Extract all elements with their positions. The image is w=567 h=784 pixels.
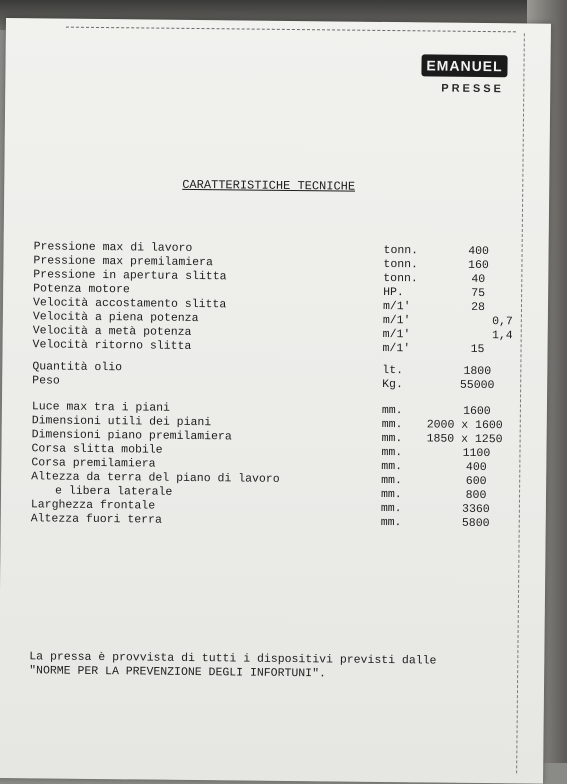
spec-unit: Kg.	[382, 377, 403, 392]
spec-unit: m/1'	[382, 341, 411, 356]
spec-label: Corsa slitta mobile	[31, 442, 163, 457]
safety-note	[29, 650, 499, 683]
perforation-top	[66, 27, 516, 33]
spec-unit: m/1'	[382, 327, 411, 342]
spec-value: 1800	[463, 364, 492, 379]
spec-unit: tonn.	[383, 243, 419, 258]
spec-value: 15	[470, 342, 485, 357]
brand-subtitle: PRESSE	[441, 82, 504, 96]
spec-unit: mm.	[381, 473, 402, 488]
spec-label: Altezza fuori terra	[30, 512, 162, 527]
spec-value: 2000 x 1600	[426, 418, 503, 433]
spec-label: Corsa premilamiera	[31, 456, 156, 471]
spec-value: 1850 x 1250	[426, 432, 503, 447]
document-sheet	[0, 18, 551, 784]
spec-label: Larghezza frontale	[30, 498, 156, 513]
spec-value: 55000	[459, 378, 495, 393]
spec-label: Potenza motore	[33, 282, 130, 297]
spec-value: 160	[468, 258, 489, 273]
brand-logo-text: EMANUEL	[426, 57, 503, 75]
spec-unit: mm.	[380, 487, 402, 502]
safety-note-line2: "NORME PER LA PREVENZIONE DEGLI INFORTUNI".	[29, 664, 326, 681]
spec-unit: mm.	[380, 515, 402, 530]
spec-label: Velocità a metà potenza	[32, 324, 192, 339]
spec-value: 1100	[462, 446, 491, 461]
spec-value: 1600	[463, 404, 491, 419]
spec-value: 800	[465, 488, 487, 503]
spec-value: 400	[465, 460, 487, 475]
bleed-through-watermark	[110, 104, 127, 159]
spec-unit: mm.	[380, 501, 402, 516]
spec-label: Pressione max di lavoro	[33, 240, 193, 255]
spec-value: 28	[471, 300, 485, 315]
spec-unit: tonn.	[383, 257, 419, 272]
spec-value: 75	[471, 286, 486, 301]
spec-unit: HP.	[383, 285, 404, 300]
spec-unit: m/1'	[382, 299, 411, 314]
spec-unit: tonn.	[383, 271, 418, 286]
spec-value: 0,7	[492, 315, 513, 329]
spec-label: Pressione in apertura slitta	[33, 268, 227, 284]
spec-value: 3360	[461, 502, 490, 517]
spec-label: Dimensioni utili dei piani	[31, 414, 212, 430]
spec-label: Luce max tra i piani	[31, 400, 171, 415]
spec-unit: mm.	[381, 459, 403, 474]
spec-label: Velocità accostamento slitta	[32, 296, 227, 312]
spec-label: e libera laterale	[54, 484, 173, 499]
spec-value: 600	[465, 474, 487, 489]
spec-value: 40	[471, 272, 486, 287]
spec-unit: mm.	[381, 431, 403, 446]
spec-label: Dimensioni piano premilamiera	[31, 428, 232, 444]
spec-label: Velocità a piena potenza	[32, 310, 199, 326]
spec-unit: lt.	[382, 363, 404, 378]
page-title: CARATTERISTICHE TECNICHE	[182, 177, 356, 194]
perforation-right	[516, 33, 525, 773]
brand-logo	[421, 54, 507, 77]
spec-label: Peso	[32, 374, 60, 388]
spec-label: Quantità olio	[32, 360, 123, 375]
spec-label: Altezza da terra del piano di lavoro	[31, 470, 280, 486]
spec-unit: mm.	[381, 403, 403, 418]
spec-label: Pressione max premilamiera	[33, 254, 213, 270]
spec-value: 5800	[461, 516, 490, 531]
spec-value: 1,4	[491, 329, 513, 343]
spec-value: 400	[468, 244, 490, 259]
safety-note-line1: La pressa è provvista di tutti i dispositivi previsti dalle	[29, 650, 437, 668]
spec-label: Velocità ritorno slitta	[32, 338, 192, 353]
spec-unit: m/1'	[382, 313, 411, 328]
spec-unit: mm.	[381, 445, 403, 460]
spec-unit: mm.	[381, 417, 403, 432]
